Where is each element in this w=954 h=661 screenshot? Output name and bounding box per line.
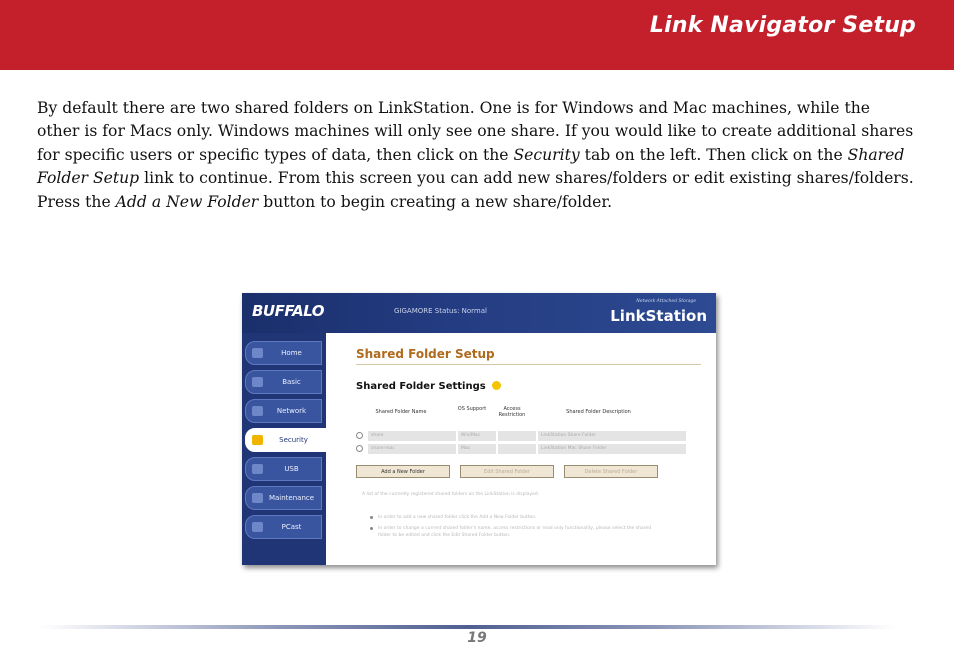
- col-description: Shared Folder Description: [566, 409, 631, 415]
- device-status: GIGAMORE Status: Normal: [394, 307, 487, 315]
- row-description: LinkStation Mac Share Folder: [538, 444, 686, 454]
- nav-home[interactable]: Home: [245, 341, 322, 365]
- maintenance-icon: [252, 493, 263, 503]
- nav-usb[interactable]: USB: [245, 457, 322, 481]
- col-folder-name: Shared Folder Name: [375, 409, 427, 415]
- row-folder-name: share: [368, 431, 456, 441]
- body-em-shared-folder-setup: Shared Folder Setup: [37, 145, 905, 188]
- pcast-icon: [252, 522, 263, 532]
- help-icon[interactable]: [492, 381, 501, 390]
- page-header-bar: [0, 0, 954, 70]
- body-text-4: button to begin creating a new share/folder.: [258, 192, 613, 211]
- screenshot-banner: [242, 293, 716, 333]
- nav-pcast[interactable]: PCast: [245, 515, 322, 539]
- nav-network[interactable]: Network: [245, 399, 322, 423]
- bullet-dot: [370, 527, 373, 530]
- shared-folder-setup-title: Shared Folder Setup: [356, 347, 495, 361]
- body-text-3: link to continue. From this screen you can add new shares/folders or edit existing shares/folders. Press the: [37, 169, 914, 211]
- nav-basic[interactable]: Basic: [245, 370, 322, 394]
- nav-maintenance[interactable]: Maintenance: [245, 486, 322, 510]
- screenshot-sidebar: [242, 333, 326, 565]
- title-divider: [356, 364, 701, 365]
- add-new-folder-button[interactable]: Add a New Folder: [356, 465, 450, 478]
- table-row[interactable]: [356, 431, 686, 441]
- brand-subtitle: Network Attached Storage: [636, 299, 696, 304]
- row-radio[interactable]: [356, 445, 363, 452]
- delete-shared-folder-button[interactable]: Delete Shared Folder: [564, 465, 658, 478]
- row-os-support: Mac: [458, 444, 496, 454]
- body-em-security: Security: [513, 145, 580, 164]
- bullet-edit-folder: In order to change a current shared folder's name, access restrictions or read only functionality, please select the shared folder to be edited and click the Edit Shared Folder button.: [378, 526, 652, 538]
- bullet-add-folder: In order to add a new shared folder click the Add a New Folder button.: [378, 515, 537, 520]
- row-os-support: Win/Mac: [458, 431, 496, 441]
- body-text-1: By default there are two shared folders on LinkStation. One is for Windows and Mac machines, while the other is for Macs only. Windows machines will only see one share. If you would like to create additional shares for specific users or specific types of data, then click on the: [37, 99, 914, 164]
- page-number: 19: [467, 630, 487, 646]
- row-folder-name: share-mac: [368, 444, 456, 454]
- row-access-restriction: [498, 444, 536, 454]
- basic-icon: [252, 377, 263, 387]
- security-icon: [252, 435, 263, 445]
- body-paragraph: [37, 97, 917, 214]
- body-text-2: tab on the left. Then click on the: [579, 145, 848, 164]
- bullet-dot: [370, 516, 373, 519]
- table-row[interactable]: [356, 444, 686, 454]
- row-radio[interactable]: [356, 432, 363, 439]
- network-icon: [252, 406, 263, 416]
- col-os-support: OS Support: [457, 406, 487, 412]
- edit-shared-folder-button[interactable]: Edit Shared Folder: [460, 465, 554, 478]
- screenshot-content: [326, 333, 716, 565]
- page-header-title: Link Navigator Setup: [649, 13, 916, 38]
- row-access-restriction: [498, 431, 536, 441]
- col-access-restriction: Access Restriction: [498, 406, 526, 418]
- linkstation-screenshot: [242, 293, 716, 565]
- row-description: LinkStation Share Folder: [538, 431, 686, 441]
- shared-folder-settings-heading: Shared Folder Settings: [356, 381, 486, 392]
- body-em-add-new-folder: Add a New Folder: [115, 192, 259, 211]
- linkstation-brand: LinkStation: [610, 307, 707, 325]
- folder-list-note: A list of the currently registered shared folders on the LinkStation is displayed.: [362, 492, 540, 497]
- usb-icon: [252, 464, 263, 474]
- buffalo-logo: BUFFALO: [252, 302, 325, 320]
- nav-security[interactable]: Security: [245, 428, 326, 452]
- home-icon: [252, 348, 263, 358]
- footer-divider: [40, 625, 896, 629]
